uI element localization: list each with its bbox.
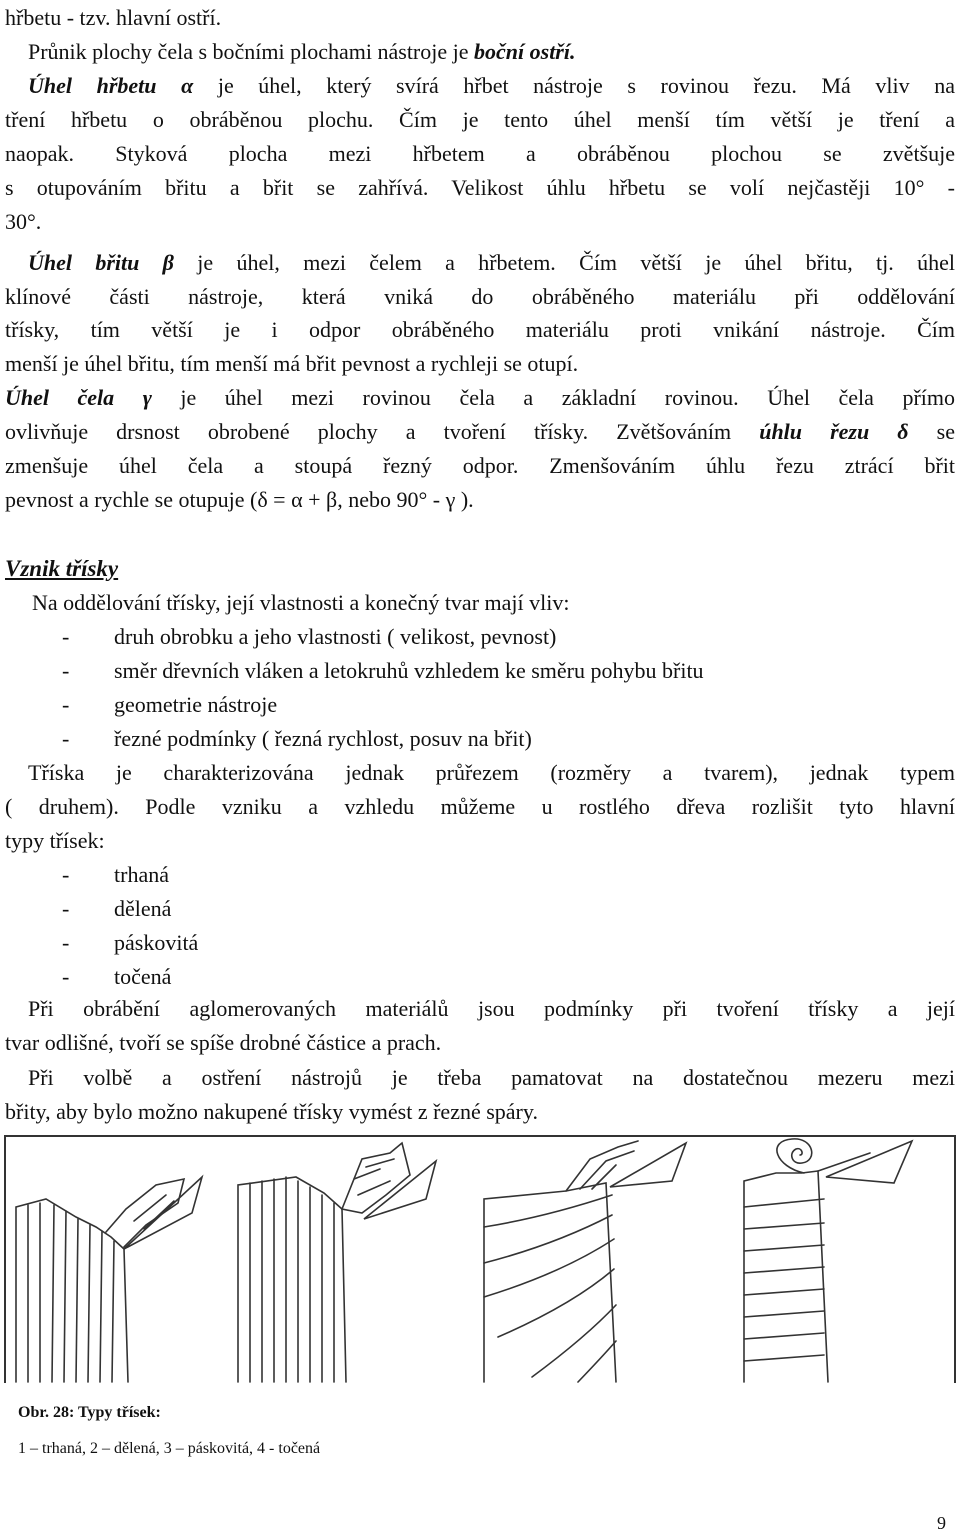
text-line-14 xyxy=(5,449,955,483)
text-segment: je úhel, mezi čelem a hřbetem. Čím větší je úhel břitu, tj. úhel xyxy=(173,250,955,275)
text-line-9 xyxy=(5,280,955,314)
text-segment: Tříska je charakterizována jednak průřezem (rozměry a tvarem), jednak typem xyxy=(28,760,955,785)
factor-item-2: - směr dřevních vláken a letokruhů vzhledem ke směru pohybu břitu xyxy=(62,658,704,683)
text-segment: s otupováním břitu a břit se zahřívá. Velikost úhlu hřbetu se volí nejčastěji 10° - xyxy=(5,175,955,200)
text-segment: je úhel mezi rovinou čela a základní rovinou. Úhel čela přímo xyxy=(151,385,955,410)
chip-type-3: - páskovitá xyxy=(62,930,199,955)
torn-chip-drawing xyxy=(16,1177,202,1382)
text-line-18 xyxy=(5,790,955,824)
text-segment: 30°. xyxy=(5,209,42,234)
text-line-21 xyxy=(5,1026,955,1060)
ribbon-chip-drawing xyxy=(484,1141,686,1382)
text-segment: Průnik plochy čela s bočními plochami nástroje je xyxy=(28,39,475,64)
text-line-1 xyxy=(5,1,955,35)
page-number: 9 xyxy=(937,1513,946,1533)
text-segment: klínové části nástroje, která vniká do obráběného materiálu při oddělování xyxy=(5,284,955,309)
text-line-6 xyxy=(5,171,955,205)
figure-caption-text: 1 – trhaná, 2 – dělená, 3 – páskovitá, 4 - točená xyxy=(18,1440,321,1457)
text-line-20 xyxy=(28,992,955,1026)
text-line-17 xyxy=(28,756,955,790)
emphasis-term: Úhel břitu β xyxy=(28,250,174,275)
text-line-15 xyxy=(5,483,955,517)
factor-item-4: - řezné podmínky ( řezná rychlost, posuv na břit) xyxy=(62,726,532,751)
text-line-11 xyxy=(5,347,955,381)
text-line-4 xyxy=(5,103,955,137)
text-segment: Při volbě a ostření nástrojů je třeba pamatovat na dostatečnou mezeru mezi xyxy=(28,1065,955,1090)
emphasis-term: boční ostří. xyxy=(474,39,576,64)
text-line-23 xyxy=(5,1095,955,1129)
chip-types-figure xyxy=(4,1135,956,1383)
section-heading: Vznik třísky xyxy=(5,556,119,581)
text-segment: tření hřbetu o obráběnou plochu. Čím je tento úhel menší tím větší je tření a xyxy=(5,107,955,132)
text-segment: břity, aby bylo možno nakupené třísky vymést z řezné spáry. xyxy=(5,1099,538,1124)
text-segment: ovlivňuje drsnost obrobené plochy a tvoření třísky. Zvětšováním xyxy=(5,419,760,444)
emphasis-term: Úhel čela γ xyxy=(5,385,152,410)
text-line-3 xyxy=(28,69,955,103)
text-line-5 xyxy=(5,137,955,171)
text-segment: se xyxy=(908,419,956,444)
factor-item-3: - geometrie nástroje xyxy=(62,692,278,717)
chip-type-2: - dělená xyxy=(62,896,172,921)
text-segment: ( druhem). Podle vzniku a vzhledu můžeme u rostlého dřeva rozlišit tyto hlavní xyxy=(5,794,955,819)
text-line-13 xyxy=(5,415,955,449)
text-segment: pevnost a rychle se otupuje (δ = α + β, nebo 90° - γ ). xyxy=(5,487,474,512)
factor-item-1: - druh obrobku a jeho vlastnosti ( velikost, pevnost) xyxy=(62,624,557,649)
text-line-22 xyxy=(28,1061,955,1095)
text-segment: typy třísek: xyxy=(5,828,105,853)
chip-type-4: - točená xyxy=(62,964,172,989)
text-line-10 xyxy=(5,313,955,347)
text-line-16 xyxy=(32,586,960,620)
text-line-7 xyxy=(5,205,955,239)
emphasis-term: Úhel hřbetu α xyxy=(28,73,194,98)
text-line-19 xyxy=(5,824,955,858)
text-segment: zmenšuje úhel čela a stoupá řezný odpor. Zmenšováním úhlu řezu ztrácí břit xyxy=(5,453,955,478)
text-segment: tvar odlišné, tvoří se spíše drobné částice a prach. xyxy=(5,1030,442,1055)
text-segment: menší je úhel břitu, tím menší má břit pevnost a rychleji se otupí. xyxy=(5,351,579,376)
text-segment: hřbetu - tzv. hlavní ostří. xyxy=(5,5,222,30)
text-line-8 xyxy=(28,246,955,280)
figure-caption-title: Obr. 28: Typy třísek: xyxy=(18,1404,161,1421)
text-line-12 xyxy=(5,381,955,415)
chip-types-illustration xyxy=(6,1137,954,1383)
text-segment: je úhel, který svírá hřbet nástroje s rovinou řezu. Má vliv na xyxy=(193,73,955,98)
chip-type-1: - trhaná xyxy=(62,862,169,887)
text-line-2 xyxy=(28,35,955,69)
text-segment: třísky, tím větší je i odpor obráběného materiálu proti vnikání nástroje. Čím xyxy=(5,317,955,342)
emphasis-term: úhlu řezu δ xyxy=(759,419,909,444)
segmented-chip-drawing xyxy=(238,1143,436,1382)
text-segment: Na oddělování třísky, její vlastnosti a konečný tvar mají vliv: xyxy=(32,590,570,615)
curled-chip-drawing xyxy=(744,1139,912,1382)
text-segment: naopak. Styková plocha mezi hřbetem a obráběnou plochou se zvětšuje xyxy=(5,141,955,166)
text-segment: Při obrábění aglomerovaných materiálů jsou podmínky při tvoření třísky a její xyxy=(28,996,955,1021)
